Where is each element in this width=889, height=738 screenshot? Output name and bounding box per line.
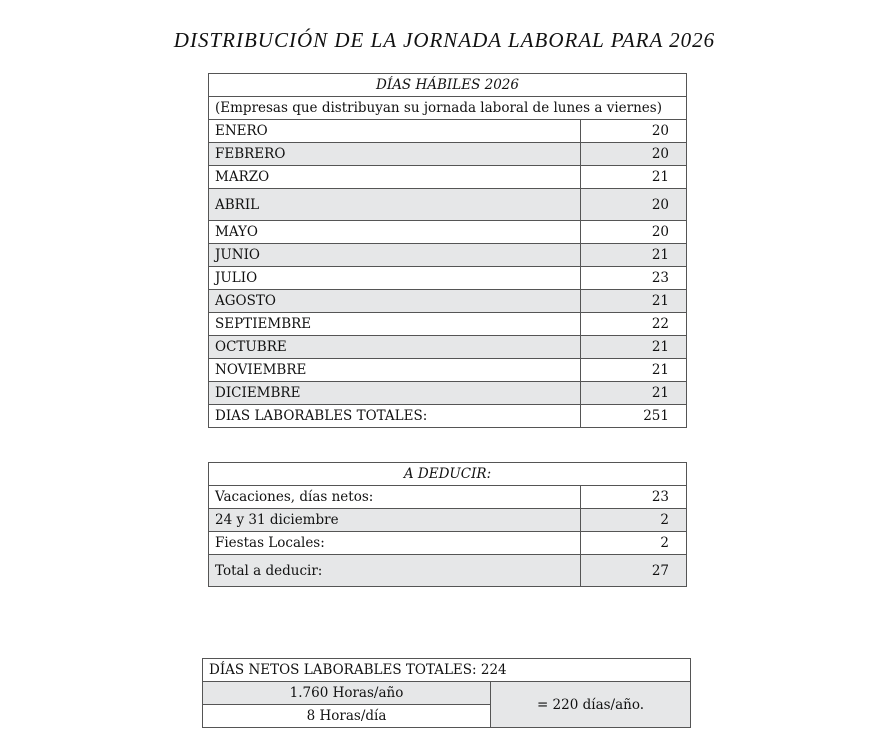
row-label: SEPTIEMBRE bbox=[209, 313, 581, 336]
row-value: 20 bbox=[581, 120, 687, 143]
row-value: 20 bbox=[581, 221, 687, 244]
table-header: DÍAS HÁBILES 2026 bbox=[209, 74, 687, 97]
table-row bbox=[209, 509, 687, 532]
row-value: 21 bbox=[581, 382, 687, 405]
row-label: Fiestas Locales: bbox=[209, 532, 581, 555]
table-row bbox=[209, 189, 687, 221]
table-row bbox=[209, 244, 687, 267]
row-value: 20 bbox=[581, 143, 687, 166]
row-label: NOVIEMBRE bbox=[209, 359, 581, 382]
horas-dia: 8 Horas/día bbox=[203, 705, 491, 728]
table-row bbox=[209, 221, 687, 244]
row-label: DIAS LABORABLES TOTALES: bbox=[209, 405, 581, 428]
table-row bbox=[209, 405, 687, 428]
row-value: 21 bbox=[581, 290, 687, 313]
deducir-table bbox=[208, 462, 687, 587]
table-row bbox=[209, 290, 687, 313]
table-subtitle: (Empresas que distribuyan su jornada laboral de lunes a viernes) bbox=[209, 97, 687, 120]
table-row bbox=[209, 486, 687, 509]
row-value: 2 bbox=[581, 509, 687, 532]
row-label: JULIO bbox=[209, 267, 581, 290]
table-row bbox=[209, 555, 687, 587]
row-value: 23 bbox=[581, 486, 687, 509]
table-row bbox=[209, 336, 687, 359]
table-row bbox=[209, 166, 687, 189]
row-value: 2 bbox=[581, 532, 687, 555]
row-value: 21 bbox=[581, 336, 687, 359]
row-label: 24 y 31 diciembre bbox=[209, 509, 581, 532]
row-value: 251 bbox=[581, 405, 687, 428]
netos-table bbox=[202, 658, 691, 728]
row-value: 21 bbox=[581, 166, 687, 189]
row-value: 21 bbox=[581, 359, 687, 382]
row-label: MAYO bbox=[209, 221, 581, 244]
row-label: Vacaciones, días netos: bbox=[209, 486, 581, 509]
page-title: DISTRIBUCIÓN DE LA JORNADA LABORAL PARA 2026 bbox=[173, 28, 716, 52]
table-row bbox=[209, 359, 687, 382]
row-value: 21 bbox=[581, 244, 687, 267]
row-label: ENERO bbox=[209, 120, 581, 143]
row-label: FEBRERO bbox=[209, 143, 581, 166]
table-row bbox=[209, 313, 687, 336]
table-row bbox=[209, 532, 687, 555]
table-row bbox=[209, 120, 687, 143]
netos-header: DÍAS NETOS LABORABLES TOTALES: 224 bbox=[203, 659, 691, 682]
table-row bbox=[209, 382, 687, 405]
row-label: ABRIL bbox=[209, 189, 581, 221]
row-value: 20 bbox=[581, 189, 687, 221]
row-label: AGOSTO bbox=[209, 290, 581, 313]
horas-ano: 1.760 Horas/año bbox=[203, 682, 491, 705]
row-label: DICIEMBRE bbox=[209, 382, 581, 405]
row-label: Total a deducir: bbox=[209, 555, 581, 587]
row-value: 27 bbox=[581, 555, 687, 587]
row-value: 22 bbox=[581, 313, 687, 336]
row-label: JUNIO bbox=[209, 244, 581, 267]
dias-habiles-table bbox=[208, 73, 687, 428]
row-label: OCTUBRE bbox=[209, 336, 581, 359]
row-value: 23 bbox=[581, 267, 687, 290]
row-label: MARZO bbox=[209, 166, 581, 189]
table-row bbox=[209, 143, 687, 166]
table-header: A DEDUCIR: bbox=[209, 463, 687, 486]
table-row bbox=[209, 267, 687, 290]
resultado: = 220 días/año. bbox=[491, 682, 691, 728]
